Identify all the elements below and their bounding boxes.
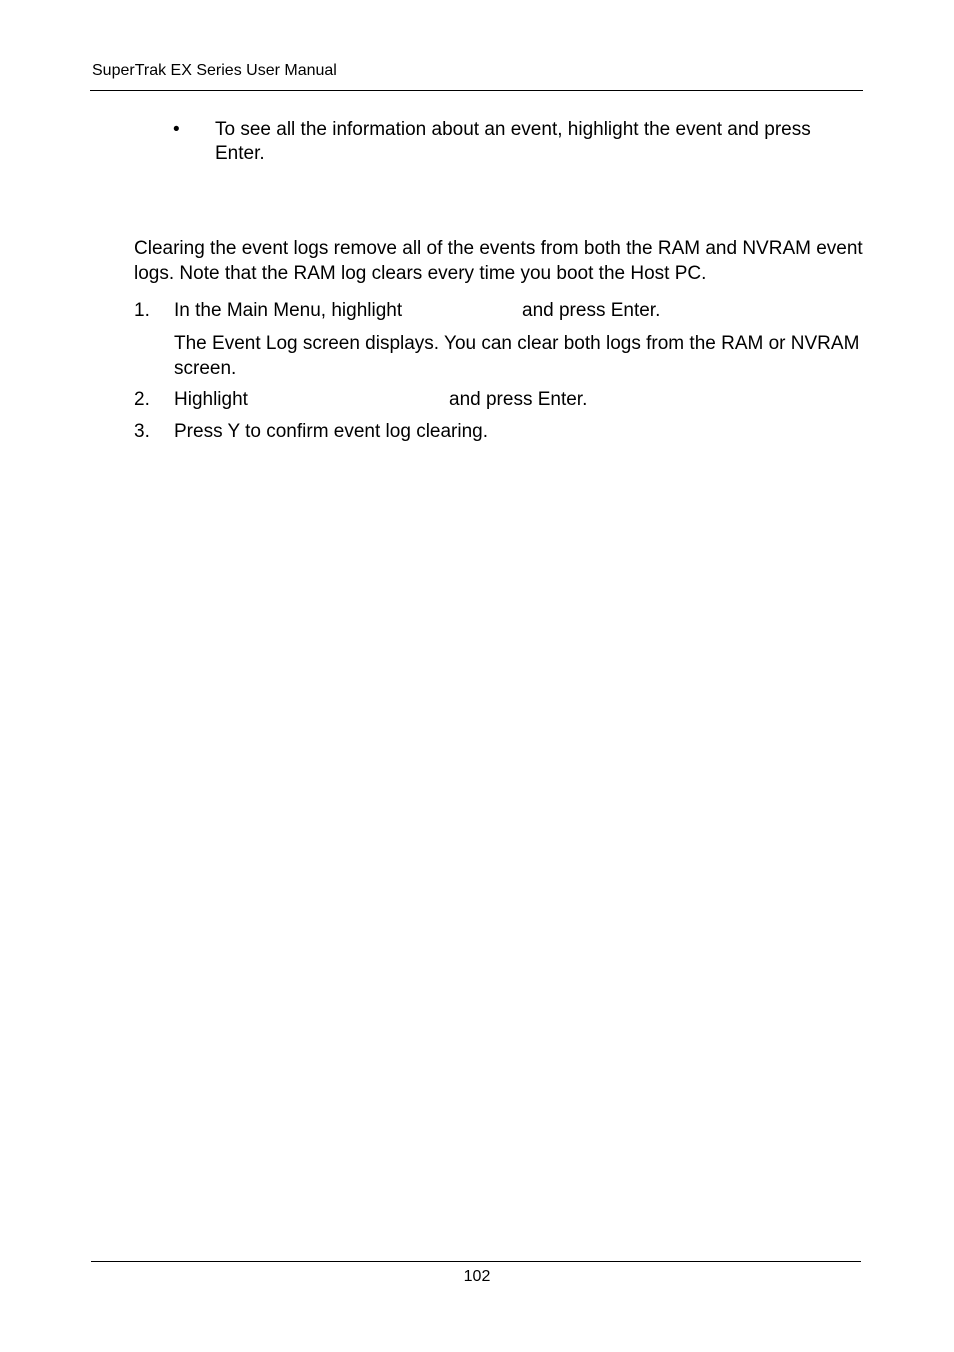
step-2 xyxy=(134,387,834,412)
step-text: In the Main Menu, highlight xyxy=(174,300,403,321)
step-text-tail: and press Enter. xyxy=(449,389,588,410)
step-text: Highlight xyxy=(174,389,248,410)
step-text-tail: and press Enter. xyxy=(522,300,661,321)
bullet-marker: • xyxy=(173,119,180,140)
step-number: 3. xyxy=(134,421,150,442)
step-1 xyxy=(134,298,834,323)
footer-divider xyxy=(91,1261,861,1262)
page-number: 102 xyxy=(463,1268,491,1285)
intro-paragraph: Clearing the event logs remove all of the events from both the RAM and NVRAM event logs. Note that the RAM log clears every time you boot the Host PC. xyxy=(134,238,863,284)
bullet-text: To see all the information about an event, highlight the event and press Enter. xyxy=(215,119,811,164)
step-3 xyxy=(134,419,834,444)
step-number: 2. xyxy=(134,389,150,410)
running-header: SuperTrak EX Series User Manual xyxy=(92,62,337,79)
step-text: Press Y to confirm event log clearing. xyxy=(174,421,489,442)
step-1-note: The Event Log screen displays. You can clear both logs from the RAM or NVRAM screen. xyxy=(174,333,860,379)
step-number: 1. xyxy=(134,300,150,321)
header-divider xyxy=(90,90,863,91)
